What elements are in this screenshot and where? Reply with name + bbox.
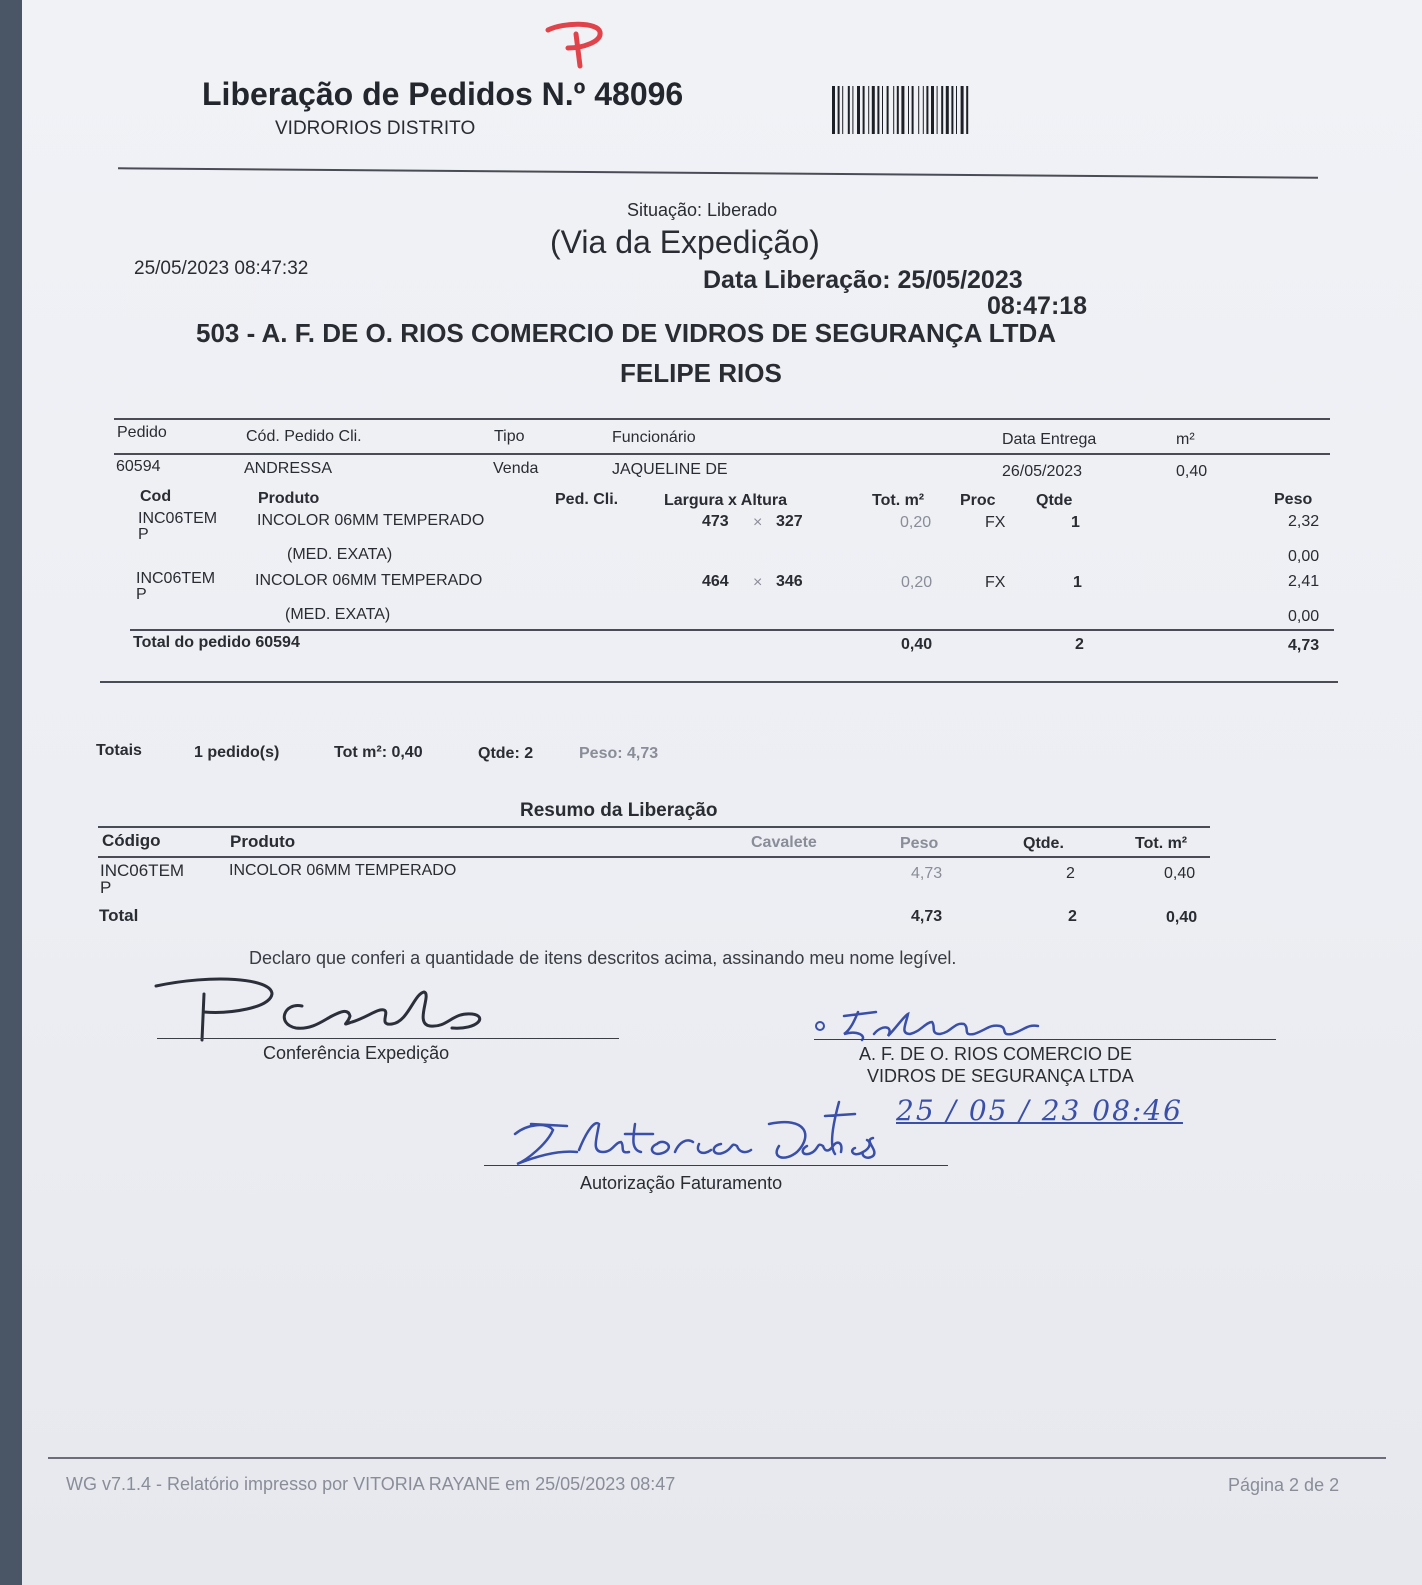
item-row-2-proc: FX <box>985 574 1006 591</box>
barcode-bar <box>842 86 843 134</box>
item-row-2-note-weight: 0,00 <box>1288 608 1320 625</box>
declaration-text: Declaro que conferi a quantidade de itens descritos acima, assinando meu nome legível. <box>249 948 957 968</box>
barcode-bar <box>893 86 894 134</box>
item-row-1-height: 327 <box>776 513 803 530</box>
conferencia-signature-line <box>157 1038 619 1039</box>
barcode-bar <box>868 86 869 134</box>
col-tipo: Tipo <box>494 428 525 445</box>
footer-printed-by: WG v7.1.4 - Relatório impresso por VITORIA RAYANE em 25/05/2023 08:47 <box>66 1474 676 1494</box>
situation-status: Situação: Liberado <box>627 200 778 220</box>
item-row-1-width: 473 <box>702 513 729 530</box>
barcode-bar <box>923 86 924 134</box>
barcode-bar <box>887 86 889 134</box>
summary-row-weight: 4,73 <box>911 865 943 882</box>
item-row-1-qty: 1 <box>1071 514 1080 531</box>
item-row-2-qty: 1 <box>1073 574 1082 591</box>
order-header-rule <box>114 453 1330 455</box>
item-col-dimensions: Largura x Altura <box>664 492 787 509</box>
autorizacao-label: Autorização Faturamento <box>580 1173 783 1193</box>
footer-rule <box>48 1457 1386 1459</box>
order-type: Venda <box>493 460 539 477</box>
customer-name: 503 - A. F. DE O. RIOS COMERCIO DE VIDROS DE SEGURANÇA LTDA <box>196 318 1057 348</box>
totals-m2: Tot m²: 0,40 <box>334 744 423 761</box>
order-number: 60594 <box>116 458 161 475</box>
order-total-rule <box>130 629 1334 631</box>
totals-weight: Peso: 4,73 <box>579 745 659 762</box>
totals-order-count: 1 pedido(s) <box>194 744 280 761</box>
document-page <box>22 0 1422 1585</box>
barcode-bar <box>937 86 938 134</box>
summary-title: Resumo da Liberação <box>520 800 718 821</box>
barcode-bar <box>908 86 909 134</box>
company-signature-line <box>814 1039 1276 1040</box>
item-row-1-cod: INC06TEM P <box>138 510 218 543</box>
handwritten-p-mark <box>542 18 612 70</box>
summary-total-m2: 0,40 <box>1166 909 1198 926</box>
barcode-bar <box>848 86 850 134</box>
company-short-name: VIDRORIOS DISTRITO <box>275 118 476 139</box>
item-col-proc: Proc <box>960 492 996 509</box>
summary-header-rule <box>98 856 1210 858</box>
order-total-m2: 0,40 <box>901 636 933 653</box>
barcode-bar <box>931 86 934 134</box>
barcode-bar <box>877 86 879 134</box>
barcode-bar <box>832 86 835 134</box>
company-name-line1: A. F. DE O. RIOS COMERCIO DE <box>859 1044 1133 1064</box>
summary-col-codigo: Código <box>102 831 161 850</box>
barcode-bar <box>857 86 860 134</box>
autorizacao-signature <box>507 1094 887 1170</box>
handwritten-signature-date: 25 / 05 / 23 08:46 <box>896 1094 1183 1127</box>
item-col-produto: Produto <box>258 490 320 507</box>
item-col-qtde: Qtde <box>1036 492 1073 509</box>
summary-row-qty: 2 <box>1066 865 1075 882</box>
summary-row-m2: 0,40 <box>1164 865 1196 882</box>
order-total-qty: 2 <box>1075 636 1084 653</box>
barcode-bar <box>926 86 928 134</box>
conferencia-signature <box>152 972 512 1044</box>
item-row-2-tot-m2: 0,20 <box>901 574 933 591</box>
barcode-bar <box>951 86 953 134</box>
summary-row-product: INCOLOR 06MM TEMPERADO <box>229 862 457 879</box>
item-row-2-times: × <box>753 574 763 591</box>
summary-col-tot-m2: Tot. m² <box>1135 835 1188 852</box>
barcode-bar <box>852 86 853 134</box>
item-row-1-note: (MED. EXATA) <box>287 546 393 563</box>
summary-col-cavalete: Cavalete <box>751 834 817 851</box>
release-date: Data Liberação: 25/05/2023 <box>703 266 1023 294</box>
barcode-bar <box>863 86 865 134</box>
barcode-bar <box>961 86 964 134</box>
summary-total-label: Total <box>99 906 139 925</box>
item-row-1-times: × <box>753 514 763 531</box>
barcode-bar <box>897 86 899 134</box>
barcode-bar <box>912 86 914 134</box>
item-row-2-height: 346 <box>776 573 803 590</box>
summary-col-qtde: Qtde. <box>1023 835 1064 852</box>
barcode-bar <box>941 86 943 134</box>
conferencia-label: Conferência Expedição <box>263 1043 450 1063</box>
barcode-bar <box>838 86 840 134</box>
item-row-2-note: (MED. EXATA) <box>285 606 391 623</box>
customer-contact: FELIPE RIOS <box>620 358 782 388</box>
summary-total-qty: 2 <box>1068 908 1077 925</box>
item-row-2-width: 464 <box>702 573 729 590</box>
release-time: 08:47:18 <box>987 292 1088 320</box>
order-section-divider <box>100 681 1338 683</box>
barcode-bar <box>901 86 904 134</box>
order-delivery-date: 26/05/2023 <box>1002 463 1083 480</box>
order-total-weight: 4,73 <box>1288 637 1320 654</box>
barcode-bar <box>918 86 919 134</box>
header-divider <box>118 167 1318 178</box>
via-label: (Via da Expedição) <box>550 224 820 260</box>
item-row-1-product: INCOLOR 06MM TEMPERADO <box>257 512 485 529</box>
document-title: Liberação de Pedidos N.º 48096 <box>202 76 684 112</box>
item-col-cod: Cod <box>140 488 172 505</box>
item-row-1-note-weight: 0,00 <box>1288 548 1320 565</box>
item-row-2-cod: INC06TEM P <box>136 570 216 603</box>
order-table-top-rule <box>114 418 1330 420</box>
summary-total-weight: 4,73 <box>911 908 943 925</box>
order-employee: JAQUELINE DE <box>612 461 728 478</box>
footer-page-number: Página 2 de 2 <box>1228 1475 1340 1495</box>
col-funcionario: Funcionário <box>612 429 696 446</box>
item-col-peso: Peso <box>1274 491 1313 508</box>
barcode-bar <box>956 86 957 134</box>
item-col-tot-m2: Tot. m² <box>872 492 925 509</box>
summary-col-peso: Peso <box>900 835 939 852</box>
summary-top-rule <box>98 826 1210 828</box>
item-row-1-tot-m2: 0,20 <box>900 514 932 531</box>
col-cod-pedido-cli: Cód. Pedido Cli. <box>246 428 362 445</box>
totals-label: Totais <box>96 742 142 759</box>
printed-timestamp: 25/05/2023 08:47:32 <box>134 258 309 279</box>
item-row-1-proc: FX <box>985 514 1006 531</box>
barcode-bar <box>882 86 883 134</box>
totals-qty: Qtde: 2 <box>478 745 534 762</box>
col-pedido: Pedido <box>117 424 167 441</box>
item-row-2-product: INCOLOR 06MM TEMPERADO <box>255 572 483 589</box>
item-row-2-weight: 2,41 <box>1288 573 1320 590</box>
col-m2: m² <box>1176 431 1195 448</box>
barcode-bar <box>966 86 968 134</box>
autorizacao-signature-line <box>484 1165 948 1166</box>
barcode <box>832 86 1042 139</box>
summary-row-code: INC06TEM P <box>100 861 185 897</box>
order-client-code: ANDRESSA <box>244 460 333 477</box>
summary-col-produto: Produto <box>230 832 296 851</box>
item-row-1-weight: 2,32 <box>1288 513 1320 530</box>
order-total-label: Total do pedido 60594 <box>133 634 300 651</box>
order-m2: 0,40 <box>1176 463 1208 480</box>
barcode-bar <box>946 86 949 134</box>
barcode-bar <box>872 86 875 134</box>
item-col-ped-cli: Ped. Cli. <box>555 491 619 508</box>
col-data-entrega: Data Entrega <box>1002 431 1097 448</box>
company-name-line2: VIDROS DE SEGURANÇA LTDA <box>867 1066 1134 1086</box>
